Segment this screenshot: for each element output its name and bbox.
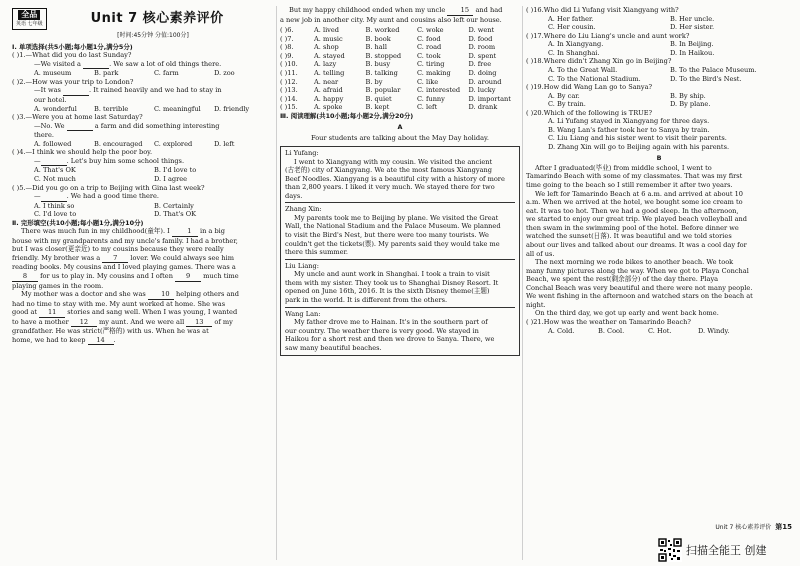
cloze-text: . xyxy=(113,335,116,344)
cloze-option[interactable]: D. lucky xyxy=(468,86,496,95)
cloze-text: stories and sang well. When I was young, I wanted xyxy=(67,308,238,317)
reading-question-stem xyxy=(526,57,792,66)
cloze-option[interactable]: A. lazy xyxy=(314,60,337,69)
cloze-option[interactable]: B. stopped xyxy=(365,51,402,60)
cloze-text: for us to play in. My cousins and I often xyxy=(40,271,173,280)
reading-questions xyxy=(526,6,792,109)
question-20 xyxy=(526,109,792,152)
passage-b-text: The next morning we rode bikes to another beach. We took xyxy=(535,258,734,267)
cloze-question-number[interactable]: ( )8. xyxy=(280,43,294,52)
cloze-option[interactable]: C. left xyxy=(417,103,438,112)
speaker-text: Haikou for a short rest and then we drove to Sanya. There, we xyxy=(285,335,495,344)
q3-num[interactable]: ( )3. xyxy=(12,113,26,122)
cloze-options-list xyxy=(314,103,520,112)
q2-line2b: It rained heavily and we had to stay in xyxy=(93,86,222,95)
cloze-option-row xyxy=(280,60,520,69)
column-divider xyxy=(276,6,277,560)
reading-question xyxy=(526,6,792,32)
speaker-text: I went to Xiangyang with my cousin. We visited the ancient xyxy=(294,157,493,166)
column-divider xyxy=(522,6,523,560)
cloze-options-list xyxy=(314,86,520,95)
reading-question xyxy=(526,32,792,58)
cloze-option[interactable]: A. spoke xyxy=(314,103,343,112)
cloze-option[interactable]: C. road xyxy=(417,43,442,52)
q5-line2b: We had a good time there. xyxy=(70,192,159,201)
q20-opt-c[interactable]: C. Liu Liang and his sister went to visit their parents. xyxy=(548,134,727,143)
cloze-question-number[interactable]: ( )10. xyxy=(280,60,298,69)
q3-opt-a[interactable]: A. followed xyxy=(34,139,72,148)
speaker-text: (古老的) city of Xiangyang. We ate the most famous Xiangyang xyxy=(285,166,493,175)
cloze-text: friendly. My brother was a xyxy=(12,253,101,262)
cloze-text: to have a mother xyxy=(12,317,69,326)
passage-b-text: all of us. xyxy=(526,249,555,258)
reading-question-stem xyxy=(526,83,792,92)
q1-blank[interactable] xyxy=(83,60,109,70)
badge-bottom: 英语 七年级 xyxy=(16,21,43,28)
reading-question xyxy=(526,57,792,83)
cloze-option[interactable]: B. worked xyxy=(365,26,400,35)
q1-line2a: —We visited a xyxy=(34,59,81,68)
cloze-options-list xyxy=(314,78,520,87)
passage-b-text: time going to the beach so I still remember it after two years. xyxy=(526,181,733,190)
cloze-paragraph-3 xyxy=(280,6,520,24)
cloze-question-number[interactable]: ( )12. xyxy=(280,77,298,86)
q2-line2a: —It was xyxy=(34,86,61,95)
reading-options-row xyxy=(526,23,792,32)
cloze-text: but I was closer(更亲近) to my cousins because they were really xyxy=(12,245,224,254)
q2-opt-b[interactable]: B. terrible xyxy=(94,104,129,113)
cloze-option[interactable]: A. happy xyxy=(314,94,344,103)
cloze-option[interactable]: D. room xyxy=(468,43,496,52)
reading-option[interactable]: C. In Shanghai. xyxy=(548,48,600,57)
q3-blank[interactable] xyxy=(67,122,93,132)
reading-options-row xyxy=(526,40,792,49)
passage-b-text: On the third day, we got up early and went back home. xyxy=(535,309,719,318)
cloze-option[interactable]: A. telling xyxy=(314,68,345,77)
cloze-text: helping others and xyxy=(175,290,239,299)
q1-opt-d[interactable]: D. zoo xyxy=(214,69,235,78)
cloze-text: My mother was a doctor and she was xyxy=(21,290,146,299)
cloze-option[interactable]: B. kept xyxy=(365,103,390,112)
cloze-option[interactable]: D. spent xyxy=(468,51,497,60)
cloze-blank-1[interactable]: 1 xyxy=(172,227,198,237)
reading-option[interactable]: A. In Xiangyang. xyxy=(548,40,604,49)
cloze-question-number[interactable]: ( )14. xyxy=(280,94,298,103)
speaker-name: Zhang Xin: xyxy=(285,205,322,214)
cloze-option[interactable]: D. doing xyxy=(468,68,497,77)
reading-option[interactable]: A. To the Great Wall. xyxy=(548,65,618,74)
reading-option[interactable]: B. To the Palace Museum. xyxy=(670,65,757,74)
cloze-blank-14[interactable]: 14 xyxy=(88,336,114,346)
speaker-text: My parents took me to Beijing by plane. We visited the Great xyxy=(294,213,499,222)
cloze-option[interactable]: A. near xyxy=(314,77,339,86)
q20-opt-d[interactable]: D. Zhang Xin will go to Beijing again with his parents. xyxy=(548,143,730,151)
reading-question-text: How did Wang Lan go to Sanya? xyxy=(543,83,653,92)
cloze-options-list xyxy=(314,43,520,52)
reading-question-stem xyxy=(526,6,792,15)
cloze-option-row xyxy=(280,103,520,112)
q4-line2a: — xyxy=(34,156,41,165)
badge-top: 全品 xyxy=(18,10,40,20)
cloze-option-row xyxy=(280,86,520,95)
speaker-text: saw many beautiful beaches. xyxy=(285,343,382,352)
speaker-text: couldn't get the tickets(票). My parents said they would take me xyxy=(285,239,500,248)
speakers-box xyxy=(280,146,520,356)
cloze-question-number[interactable]: ( )9. xyxy=(280,51,294,60)
q20-opt-a[interactable]: A. Li Yufang stayed in Xiangyang for three days. xyxy=(548,117,710,126)
q5-line1: —Did you go on a trip to Beijing with Gina last week? xyxy=(25,183,205,192)
cloze-option[interactable]: C. took xyxy=(417,51,441,60)
reading-question-text: Where didn't Zhang Xin go in Beijing? xyxy=(543,57,672,66)
speaker-text: My uncle and aunt work in Shanghai. I took a train to visit xyxy=(294,270,490,279)
cloze-blank-13[interactable]: 13 xyxy=(186,318,212,328)
speaker-name: Liu Liang: xyxy=(285,261,319,270)
cloze-option[interactable]: B. quiet xyxy=(365,94,392,103)
reading-option[interactable]: D. To the Bird's Nest. xyxy=(670,74,742,83)
reading-option[interactable]: C. Her cousin. xyxy=(548,23,596,32)
speaker-text: Beef Noodles. Xiangyang is a beautiful city with a history of more xyxy=(285,174,505,183)
cloze-option[interactable]: B. book xyxy=(365,34,391,43)
speaker-text: there this summer. xyxy=(285,248,348,257)
q2-line3: our hotel. xyxy=(34,95,67,104)
reading-options-row xyxy=(526,49,792,58)
cloze-blank-7[interactable]: 7 xyxy=(102,254,128,264)
cloze-blank-15[interactable]: 15 xyxy=(447,6,473,16)
reading-option[interactable]: D. By plane. xyxy=(670,100,711,109)
speaker-text: than 2,800 years. I liked it very much. We stayed there for two xyxy=(285,183,495,192)
q5-num[interactable]: ( )5. xyxy=(12,183,26,192)
passage-b-text: Conchal Beach was very beautiful and there were not many people. xyxy=(526,283,753,292)
passage-b-text: a.m. When we arrived at the hotel, we bought some ice cream to xyxy=(526,198,743,207)
speaker-text: our country. The weather there is very good. We stayed in xyxy=(285,326,479,335)
q21-opt-b[interactable]: B. Cool. xyxy=(598,326,625,335)
q21-text: How was the weather on Tamarindo Beach? xyxy=(543,318,691,327)
q4-num[interactable]: ( )4. xyxy=(12,148,26,157)
cloze-option[interactable]: C. funny xyxy=(417,94,445,103)
cloze-blank-11[interactable]: 11 xyxy=(39,308,65,318)
cloze-option[interactable]: C. making xyxy=(417,68,451,77)
question-4: ( )4. —I think we should help the poor boy. — . Let's buy him some school things. A. That's OK B. I'd love to C. Not much D. I agree xyxy=(12,148,274,183)
passage-b-text: then swam in the swimming pool of the hotel. Before dinner we xyxy=(526,223,739,232)
cloze-options-list xyxy=(314,60,520,69)
reading-option[interactable]: B. Her uncle. xyxy=(670,14,715,23)
reading-option[interactable]: D. In Haikou. xyxy=(670,48,715,57)
cloze-paragraph-1 xyxy=(12,227,274,290)
cloze-text: of my xyxy=(214,317,233,326)
reading-question-text: Where do Liu Liang's uncle and aunt work? xyxy=(543,31,690,40)
passage-a-label: A xyxy=(397,123,403,132)
q4-line1: —I think we should help the poor boy. xyxy=(25,148,153,157)
cloze-question-number[interactable]: ( )13. xyxy=(280,86,298,95)
page-title: Unit 7 核心素养评价 xyxy=(90,10,224,26)
speaker-name: Li Yufang: xyxy=(285,148,319,157)
q2-num[interactable]: ( )2. xyxy=(12,77,26,86)
passage-b-text: about our lives and talked about our dreams. It was a cool day for xyxy=(526,240,747,249)
reading-question-number[interactable]: ( )18. xyxy=(526,57,544,66)
cloze-question-number[interactable]: ( )15. xyxy=(280,103,298,112)
q1-num[interactable]: ( )1. xyxy=(12,51,26,60)
passage-b-text: night. xyxy=(526,300,546,309)
section3-heading: Ⅲ. 阅读理解(共10小题;每小题2分,满分20分) xyxy=(280,111,414,120)
speaker-text: My father drove me to Hainan. It's in the southern part of xyxy=(294,318,488,327)
passage-a-intro: Four students are talking about the May Day holiday. xyxy=(311,134,489,143)
cloze-paragraph-2 xyxy=(12,290,274,345)
speaker-block xyxy=(285,259,515,305)
cloze-text: and had xyxy=(475,6,503,14)
section1-heading: Ⅰ. 单项选择(共5小题;每小题1分,满分5分) xyxy=(12,42,133,51)
q2-opt-d[interactable]: D. friendly xyxy=(214,104,250,113)
reading-option[interactable]: B. In Beijing. xyxy=(670,40,714,49)
cloze-option-row xyxy=(280,52,520,61)
q3-opt-c[interactable]: C. explored xyxy=(154,139,193,148)
cloze-option-row xyxy=(280,69,520,78)
q20-opt-b[interactable]: B. Wang Lan's father took her to Sanya by train. xyxy=(548,125,710,134)
cloze-option[interactable]: C. interested xyxy=(417,86,461,95)
q21-opt-c[interactable]: C. Hot. xyxy=(648,326,672,335)
q3-opt-b[interactable]: B. encouraged xyxy=(94,139,143,148)
q3-line2a: —No. We xyxy=(34,121,65,130)
speaker-text: Wall, the National Stadium and the Palace Museum. We planned xyxy=(285,222,501,231)
speaker-block xyxy=(285,202,515,256)
cloze-option[interactable]: B. popular xyxy=(365,86,401,95)
passage-b-text: We left for Tamarindo Beach at 6 a.m. and arrived at about 10 xyxy=(535,189,744,198)
speaker-name: Wang Lan: xyxy=(285,309,321,318)
speaker-text: to visit the Bird's Nest, but there were too many tourists. We xyxy=(285,231,489,240)
cloze-option-row xyxy=(280,26,520,35)
cloze-text: lover. We could always see him xyxy=(130,253,234,262)
reading-question-number[interactable]: ( )17. xyxy=(526,31,544,40)
header xyxy=(12,6,274,32)
q20-text: Which of the following is TRUE? xyxy=(543,108,653,117)
q4-line2b: Let's buy him some school things. xyxy=(70,156,185,165)
cloze-option[interactable]: A. shop xyxy=(314,43,339,52)
q1-opt-c[interactable]: C. farm xyxy=(154,69,179,78)
reading-options-row xyxy=(526,92,792,101)
reading-question xyxy=(526,83,792,109)
question-5: ( )5. —Did you go on a trip to Beijing with Gina last week? — . We had a good time there. A. I think so B. Certainly C. I'd love to D. That's OK xyxy=(12,184,274,219)
q21-num[interactable]: ( )21. xyxy=(526,318,544,327)
passage-b-text: We went fishing in the afternoon and watched stars on the beach at xyxy=(526,292,753,301)
cloze-options-list xyxy=(314,95,520,104)
cloze-blank-12[interactable]: 12 xyxy=(71,318,97,328)
cloze-options xyxy=(280,26,520,112)
passage-b-text: Tamarindo Beach with some of my classmates. That was my first xyxy=(526,172,743,181)
passage-b-text: watched the sunset(日落). It was beautiful and we told stories xyxy=(526,232,732,241)
cloze-text: a new job in another city. My aunt and cousins also left our house. xyxy=(280,15,502,24)
q2-opt-c[interactable]: C. meaningful xyxy=(154,104,201,113)
passage-b-text: we started to enjoy our great trip. We played beach volleyball and xyxy=(526,215,748,224)
q1-opt-b[interactable]: B. park xyxy=(94,69,119,78)
cloze-text: much time xyxy=(203,271,239,280)
reading-option[interactable]: B. By ship. xyxy=(670,91,706,100)
cloze-option[interactable]: D. went xyxy=(468,26,495,35)
cloze-question-number[interactable]: ( )11. xyxy=(280,68,298,77)
passage-b-text: many funny pictures along the way. When we got to Playa Conchal xyxy=(526,266,749,275)
q5-opt-b[interactable]: B. Certainly xyxy=(154,201,194,210)
cloze-option[interactable]: A. lived xyxy=(314,26,340,35)
q4-opt-d[interactable]: D. I agree xyxy=(154,175,188,183)
cloze-option[interactable]: B. hall xyxy=(365,43,387,52)
q21-opt-d[interactable]: D. Windy. xyxy=(698,326,730,335)
cloze-question-number[interactable]: ( )7. xyxy=(280,34,294,43)
reading-option[interactable]: A. Her father. xyxy=(548,14,594,23)
passage-b-label: B xyxy=(656,153,662,162)
reading-option[interactable]: A. By car. xyxy=(548,91,580,100)
q4-opt-c[interactable]: C. Not much xyxy=(34,175,76,183)
publisher-badge xyxy=(12,8,47,30)
cloze-text: my aunt. And we were all xyxy=(99,317,185,326)
cloze-option[interactable]: A. music xyxy=(314,34,343,43)
cloze-text: There was much fun in my childhood(童年). I xyxy=(21,227,170,236)
q3-line3: there. xyxy=(34,131,54,140)
question-21 xyxy=(526,318,792,335)
footer-label: Unit 7 核心素养评价 xyxy=(715,523,772,531)
question-2: ( )2. —How was your trip to London? —It was . It rained heavily and we had to stay in our hotel. A. wonderful B. terrible C. meaningful D. friendly xyxy=(12,78,274,113)
passage-b-text: eat. It was too hot. Then we had a good sleep. In the afternoon, xyxy=(526,206,739,215)
speaker-block xyxy=(285,307,515,353)
cloze-options-list xyxy=(314,26,520,35)
cloze-option[interactable]: C. woke xyxy=(417,26,444,35)
page-footer xyxy=(715,523,792,532)
passage-b-text: Beach, we spent the rest(剩余部分) of the day there. Playa xyxy=(526,275,719,284)
q1-opt-a[interactable]: A. museum xyxy=(34,69,72,78)
question-1: ( )1. —What did you do last Sunday? —We visited a . We saw a lot of old things there. A. museum B. park C. farm D. zoo xyxy=(12,51,274,78)
cloze-option-row xyxy=(280,78,520,87)
column-middle xyxy=(280,0,520,566)
reading-options-row xyxy=(526,66,792,75)
qr-code-icon xyxy=(658,538,682,562)
cloze-option[interactable]: C. like xyxy=(417,77,439,86)
reading-question-text: Who did Li Yufang visit Xiangyang with? xyxy=(543,6,679,14)
column-right xyxy=(526,0,792,566)
reading-options-row xyxy=(526,75,792,84)
q5-blank[interactable] xyxy=(41,192,67,202)
q21-opt-a[interactable]: A. Cold. xyxy=(548,326,575,335)
q5-opt-d[interactable]: D. That's OK xyxy=(154,210,197,219)
cloze-option[interactable]: B. talking xyxy=(365,68,398,77)
reading-options-row xyxy=(526,100,792,109)
reading-option[interactable]: C. By train. xyxy=(548,100,586,109)
cloze-option-row xyxy=(280,95,520,104)
reading-option[interactable]: D. Her sister. xyxy=(670,23,715,32)
passage-b-text: After I graduated(毕业) from middle school, I went to xyxy=(535,163,712,172)
cloze-text: grandfather. He was strict(严格的) with us. When he was at xyxy=(12,327,209,336)
cloze-options-list xyxy=(314,69,520,78)
speaker-block xyxy=(285,149,515,200)
q3-line2b: a farm and did something interesting xyxy=(94,121,220,130)
cloze-options-list xyxy=(314,35,520,44)
cloze-option[interactable]: A. stayed xyxy=(314,51,345,60)
q20-num[interactable]: ( )20. xyxy=(526,108,544,117)
cloze-option[interactable]: D. drank xyxy=(468,103,498,112)
cloze-blank-9[interactable]: 9 xyxy=(175,272,201,282)
cloze-blank-8[interactable]: 8 xyxy=(12,272,38,282)
page-number: 第15 xyxy=(775,522,792,531)
time-and-score: [时间:45分钟 分值:100分] xyxy=(117,32,189,39)
cloze-text: in a big xyxy=(199,227,226,236)
cloze-text: house with my grandparents and my uncle's family. I had a brother, xyxy=(12,236,238,245)
speaker-text: them with my sister. They took us to Shanghai Disney Resort. It xyxy=(285,278,499,287)
reading-option[interactable]: C. To the National Stadium. xyxy=(548,74,641,83)
q2-line1: —How was your trip to London? xyxy=(25,77,134,86)
q4-opt-a[interactable]: A. That's OK xyxy=(34,166,76,175)
cloze-text: But my happy childhood ended when my uncle xyxy=(289,6,446,14)
q5-opt-c[interactable]: C. I'd love to xyxy=(34,210,77,219)
cloze-option-row xyxy=(280,43,520,52)
reading-options-row xyxy=(526,15,792,24)
cloze-option[interactable]: D. important xyxy=(468,94,511,103)
q4-blank[interactable] xyxy=(41,157,67,167)
cloze-option[interactable]: D. food xyxy=(468,34,493,43)
column-left xyxy=(12,0,274,566)
cloze-blank-10[interactable]: 10 xyxy=(148,290,174,300)
cloze-text: had no time to stay with me. My aunt worked at home. She was xyxy=(12,299,226,308)
cloze-option[interactable]: C. tiring xyxy=(417,60,445,69)
q3-line1: —Were you at home last Saturday? xyxy=(25,113,143,122)
section2-heading: Ⅱ. 完形填空(共10小题;每小题1分,满分10分) xyxy=(12,218,144,227)
q2-opt-a[interactable]: A. wonderful xyxy=(34,104,77,113)
cloze-options-list xyxy=(314,52,520,61)
cloze-option[interactable]: D. free xyxy=(468,60,492,69)
speaker-text: opened on June 16th, 2016. It is the sixth Disney theme(主题) xyxy=(285,287,490,296)
cloze-text: playing games in the room. xyxy=(12,281,104,290)
cloze-question-number[interactable]: ( )6. xyxy=(280,26,294,35)
cloze-text: reading books. My cousins and I loved playing games. There was a xyxy=(12,263,236,272)
q1-line1: —What did you do last Sunday? xyxy=(25,51,132,60)
cloze-text: home, we had to keep xyxy=(12,335,86,344)
q2-blank[interactable] xyxy=(63,86,89,96)
q5-line2a: — xyxy=(34,192,41,201)
cloze-option-row xyxy=(280,35,520,44)
cloze-option[interactable]: A. afraid xyxy=(314,86,343,95)
passage-b xyxy=(526,164,792,318)
reading-question-number[interactable]: ( )16. xyxy=(526,6,544,14)
question-3 xyxy=(12,113,274,148)
cloze-text: good at xyxy=(12,308,38,317)
speaker-text: park in the world. It is different from the others. xyxy=(285,295,448,304)
q4-opt-b[interactable]: B. I'd love to xyxy=(154,166,197,175)
cloze-option[interactable]: C. food xyxy=(417,34,441,43)
speaker-text: days. xyxy=(285,191,303,200)
scanner-watermark: 扫描全能王 创建 xyxy=(686,543,767,557)
reading-question-stem xyxy=(526,32,792,41)
q3-opt-d[interactable]: D. left xyxy=(214,139,235,148)
q1-line2b: We saw a lot of old things there. xyxy=(113,59,222,68)
q5-opt-a[interactable]: A. I think so xyxy=(34,201,75,210)
cloze-option[interactable]: D. around xyxy=(468,77,502,86)
cloze-option[interactable]: B. busy xyxy=(365,60,391,69)
cloze-option[interactable]: B. by xyxy=(365,77,383,86)
reading-question-number[interactable]: ( )19. xyxy=(526,83,544,92)
